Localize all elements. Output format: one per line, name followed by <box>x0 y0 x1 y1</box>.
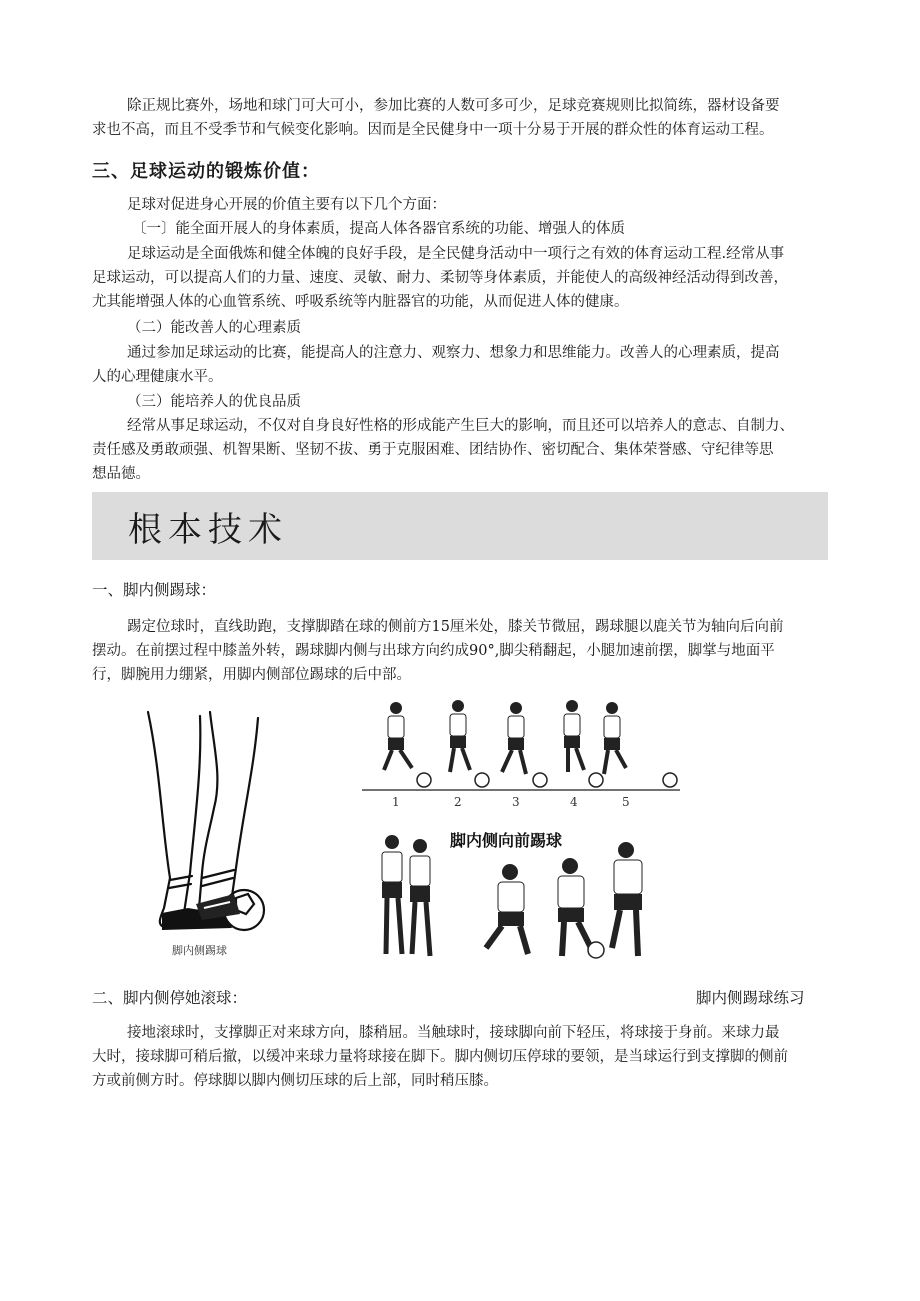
tech1-heading: 一、脚内侧踢球： <box>92 581 217 599</box>
practice-caption: 脚内侧踢球练习 <box>696 989 805 1007</box>
item2-line-1: 通过参加足球运动的比赛，能提高人的注意力、观察力、想象力和思维能力。改善人的心理素质，提高 <box>127 345 780 361</box>
seq-number-3: 3 <box>512 795 520 809</box>
leg-kick-illustration <box>140 708 270 960</box>
item2-line-2: 人的心理健康水平。 <box>92 369 223 385</box>
tech1-line-2: 摆动。在前摆过程中膝盖外转，踢球脚内侧与出球方向约成90°,脚尖稍翻起，小腿加速前摆，脚掌与地面平 <box>92 643 775 659</box>
seq-number-2: 2 <box>454 795 462 809</box>
kick-sequence-illustration <box>362 694 682 810</box>
tech2-line-3: 方或前侧方时。停球脚以脚内侧切压球的后上部，同时稍压膝。 <box>92 1073 498 1089</box>
tech1-line-3: 行，脚腕用力绷紧，用脚内侧部位踢球的后中部。 <box>92 667 411 683</box>
section-lead: 足球对促进身心开展的价值主要有以下几个方面： <box>127 197 446 213</box>
tech2-line-1: 接地滚球时，支撑脚正对来球方向，膝稍屈。当触球时，接球脚向前下轻压，将球接于身前。来球力最 <box>127 1025 780 1041</box>
chapter-title: 根本技术 <box>128 510 288 550</box>
right-figure-caption: 脚内侧向前踢球 <box>450 831 563 850</box>
item3-line-2: 责任感及勇敢顽强、机智果断、坚韧不拔、勇于克服困难、团结协作、密切配合、集体荣誉感、守纪律等思 <box>92 442 774 458</box>
item2-title: （二）能改善人的心理素质 <box>127 320 301 336</box>
section-heading: 三、足球运动的锻炼价值： <box>92 161 320 182</box>
seq-number-4: 4 <box>570 795 578 809</box>
chapter-title-band <box>92 492 828 560</box>
item3-title: （三）能培养人的优良品质 <box>127 394 301 410</box>
item1-line-2: 足球运动，可以提高人们的力量、速度、灵敏、耐力、柔韧等身体素质，并能使人的高级神经活动得到改善， <box>92 270 788 286</box>
item1-line-1: 足球运动是全面俄炼和健全体魄的良好手段，是全民健身活动中一项行之有效的体育运动工程.经常从事 <box>127 246 785 262</box>
item1-line-3: 尤其能增强人体的心血管系统、呼吸系统等内脏器官的功能，从而促进人体的健康。 <box>92 294 629 310</box>
tech1-line-1: 踢定位球时，直线助跑，支撑脚踏在球的侧前方15厘米处，膝关节微屈，踢球腿以鹿关节为轴向后向前 <box>127 619 784 635</box>
item1-title: 〔一〕能全面开展人的身体素质，提高人体各器官系统的功能、增强人的体质 <box>132 221 625 237</box>
intro-line-2: 求也不高，而且不受季节和气候变化影响。因而是全民健身中一项十分易于开展的群众性的体育运动工程。 <box>92 122 774 138</box>
item3-line-1: 经常从事足球运动，不仅对自身良好性格的形成能产生巨大的影响，而且还可以培养人的意志、自制力、 <box>127 418 794 434</box>
seq-number-1: 1 <box>392 795 400 809</box>
tech2-heading: 二、脚内侧停她滚球： <box>92 989 248 1007</box>
tech2-line-2: 大时，接球脚可稍后撤，以缓冲来球力量将球接在脚下。脚内侧切压停球的要领，是当球运行到支撑脚的侧前 <box>92 1049 788 1065</box>
left-figure-caption: 脚内侧踢球 <box>172 944 227 957</box>
item3-line-3: 想品德。 <box>92 466 150 482</box>
inside-foot-kick-illustration <box>368 824 656 962</box>
intro-line-1: 除正规比赛外，场地和球门可大可小，参加比赛的人数可多可少，足球竞赛规则比拟简练，器材设备要 <box>127 98 780 114</box>
seq-number-5: 5 <box>622 795 630 809</box>
